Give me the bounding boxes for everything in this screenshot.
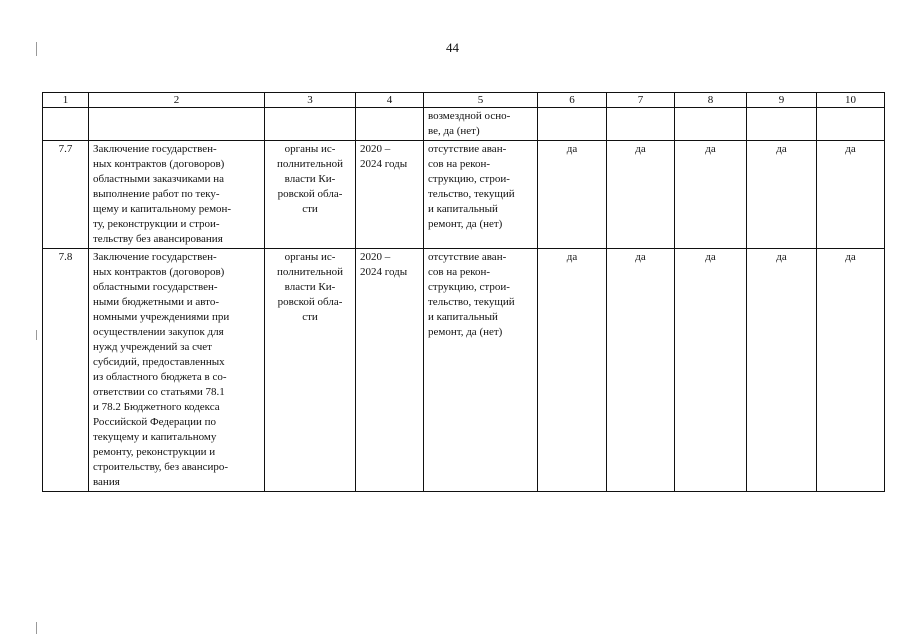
value-cell: да — [675, 141, 747, 249]
executor-cell — [265, 108, 356, 141]
value-cell: да — [817, 141, 885, 249]
value-cell: да — [607, 141, 675, 249]
measure-cell — [89, 108, 265, 141]
value-cell: да — [747, 141, 817, 249]
header-cell: 10 — [817, 93, 885, 108]
table-row — [43, 249, 885, 492]
row-number-cell: 7.7 — [43, 141, 89, 249]
header-cell: 6 — [538, 93, 607, 108]
indicator-cell: возмездной осно- ве, да (нет) — [424, 108, 538, 141]
header-cell: 8 — [675, 93, 747, 108]
page-number: 44 — [446, 40, 459, 55]
header-cell: 2 — [89, 93, 265, 108]
scan-mark — [36, 42, 37, 56]
value-cell — [747, 108, 817, 141]
value-cell — [675, 108, 747, 141]
period-cell: 2020 – 2024 годы — [356, 141, 424, 249]
value-cell: да — [747, 249, 817, 492]
value-cell: да — [675, 249, 747, 492]
header-cell: 7 — [607, 93, 675, 108]
value-cell: да — [817, 249, 885, 492]
table-header-row — [43, 93, 885, 108]
scan-mark — [36, 622, 37, 634]
indicator-cell: отсутствие аван- сов на рекон- струкцию, строи- тельство, текущий и капитальный ремонт, да (нет) — [424, 141, 538, 249]
header-cell: 4 — [356, 93, 424, 108]
value-cell: да — [538, 141, 607, 249]
table-row — [43, 108, 885, 141]
executor-cell: органы ис- полнительной власти Ки- ровской обла- сти — [265, 249, 356, 492]
value-cell: да — [538, 249, 607, 492]
measure-cell: Заключение государствен- ных контрактов (договоров) областными государствен- ными бюджетными и авто- номными учреждениями при осуществлении закупок для нужд учреждений за счет субсидий, предоставленных из областного бюджета в со- ответствии со статьями 78.1 и 78.2 Бюджетного кодекса Российской Федерации по текущему и капитальному ремонту, реконструкции и строительству, без авансиро- вания — [89, 249, 265, 492]
row-number-cell: 7.8 — [43, 249, 89, 492]
value-cell — [817, 108, 885, 141]
table-row — [43, 141, 885, 249]
scan-mark — [36, 330, 37, 340]
header-cell: 5 — [424, 93, 538, 108]
header-cell: 1 — [43, 93, 89, 108]
header-cell: 3 — [265, 93, 356, 108]
value-cell: да — [607, 249, 675, 492]
executor-cell: органы ис- полнительной власти Ки- ровской обла- сти — [265, 141, 356, 249]
header-cell: 9 — [747, 93, 817, 108]
period-cell — [356, 108, 424, 141]
period-cell: 2020 – 2024 годы — [356, 249, 424, 492]
value-cell — [607, 108, 675, 141]
data-table — [42, 92, 885, 492]
row-number-cell — [43, 108, 89, 141]
value-cell — [538, 108, 607, 141]
measure-cell: Заключение государствен- ных контрактов (договоров) областными заказчиками на выполнение работ по теку- щему и капитальному ремон- ту, реконструкции и строи- тельству без авансирования — [89, 141, 265, 249]
indicator-cell: отсутствие аван- сов на рекон- струкцию, строи- тельство, текущий и капитальный ремонт, да (нет) — [424, 249, 538, 492]
